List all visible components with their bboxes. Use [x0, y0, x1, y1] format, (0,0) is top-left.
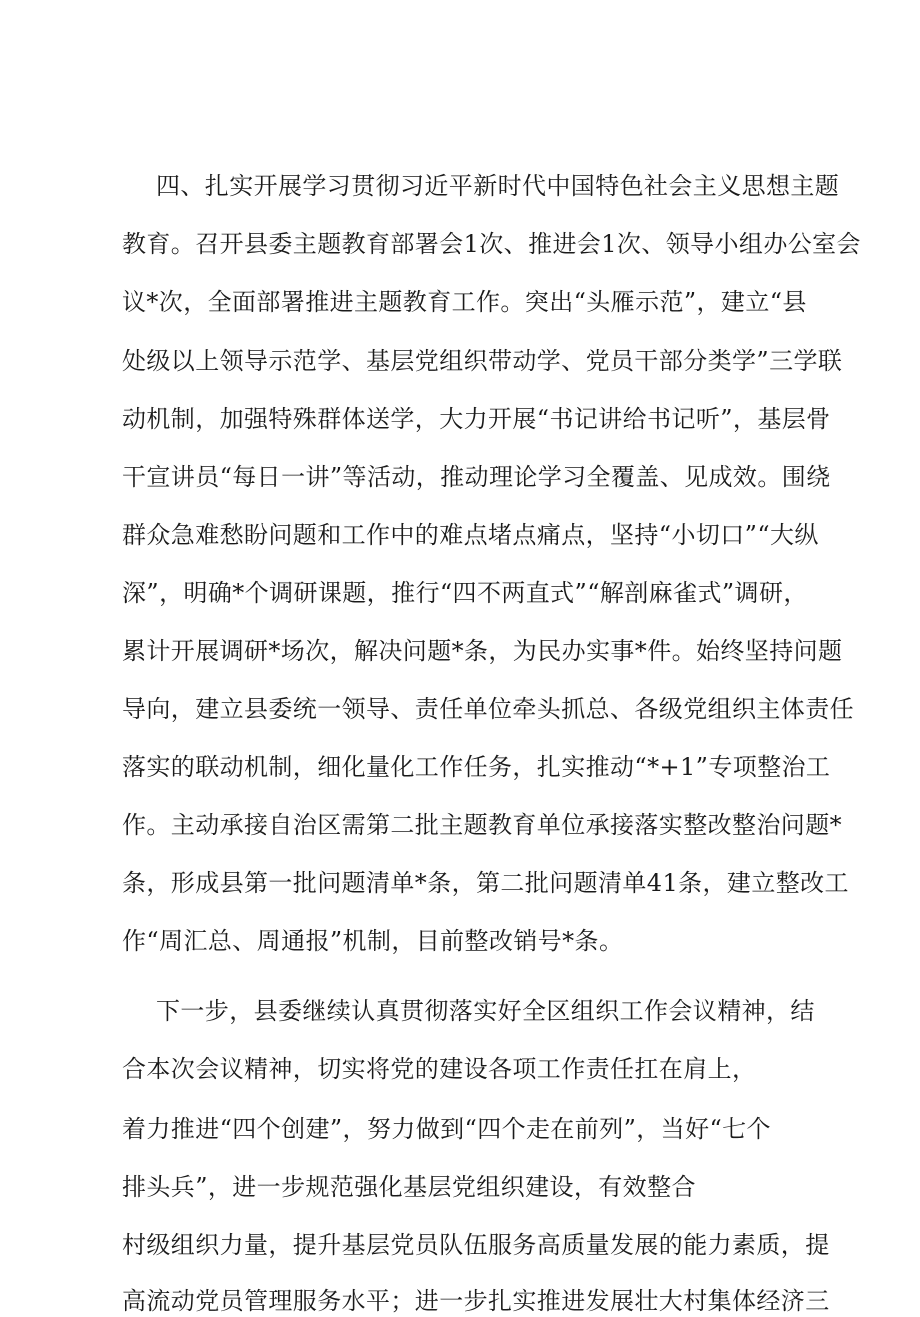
paragraph-1-line-2: 教育。召开县委主题教育部署会1次、推进会1次、领导小组办公室会	[122, 230, 861, 258]
paragraph-2-line-4: 排头兵”，进一步规范强化基层党组织建设，有效整合	[122, 1173, 696, 1201]
paragraph-1-line-10: 导向，建立县委统一领导、责任单位牵头抓总、各级党组织主体责任	[122, 695, 854, 723]
paragraph-2-line-2: 合本次会议精神，切实将党的建设各项工作责任扛在肩上，	[122, 1055, 757, 1083]
paragraph-1-line-4: 处级以上领导示范学、基层党组织带动学、党员干部分类学”三学联	[122, 347, 843, 375]
paragraph-1-line-12: 作。主动承接自治区需第二批主题教育单位承接落实整改整治问题*	[122, 811, 842, 839]
paragraph-1-line-3: 议*次，全面部署推进主题教育工作。突出“头雁示范”，建立“县	[122, 288, 807, 316]
paragraph-1-line-14: 作“周汇总、周通报”机制，目前整改销号*条。	[122, 927, 624, 955]
paragraph-2-line-3: 着力推进“四个创建”，努力做到“四个走在前列”，当好“七个	[122, 1115, 771, 1143]
paragraph-1-line-5: 动机制，加强特殊群体送学，大力开展“书记讲给书记听”，基层骨	[122, 405, 831, 433]
paragraph-1-line-13: 条，形成县第一批问题清单*条，第二批问题清单41条，建立整改工	[122, 869, 849, 897]
paragraph-2-line-6: 高流动党员管理服务水平；进一步扎实推进发展壮大村集体经济三	[122, 1287, 830, 1315]
paragraph-2-line-1: 下一步，县委继续认真贯彻落实好全区组织工作会议精神，结	[156, 997, 815, 1025]
paragraph-1-line-6: 干宣讲员“每日一讲”等活动，推动理论学习全覆盖、见成效。围绕	[122, 463, 831, 491]
paragraph-1-line-7: 群众急难愁盼问题和工作中的难点堵点痛点，坚持“小切口”“大纵	[122, 521, 819, 549]
paragraph-1-line-11: 落实的联动机制，细化量化工作任务，扎实推动“*+1”专项整治工	[122, 753, 831, 781]
paragraph-1-line-1: 四、扎实开展学习贯彻习近平新时代中国特色社会主义思想主题	[156, 172, 840, 200]
paragraph-1-line-8: 深”，明确*个调研课题，推行“四不两直式”“解剖麻雀式”调研，	[122, 579, 808, 607]
paragraph-1-line-9: 累计开展调研*场次，解决问题*条，为民办实事*件。始终坚持问题	[122, 637, 843, 665]
paragraph-2-line-5: 村级组织力量，提升基层党员队伍服务高质量发展的能力素质，提	[122, 1231, 830, 1259]
